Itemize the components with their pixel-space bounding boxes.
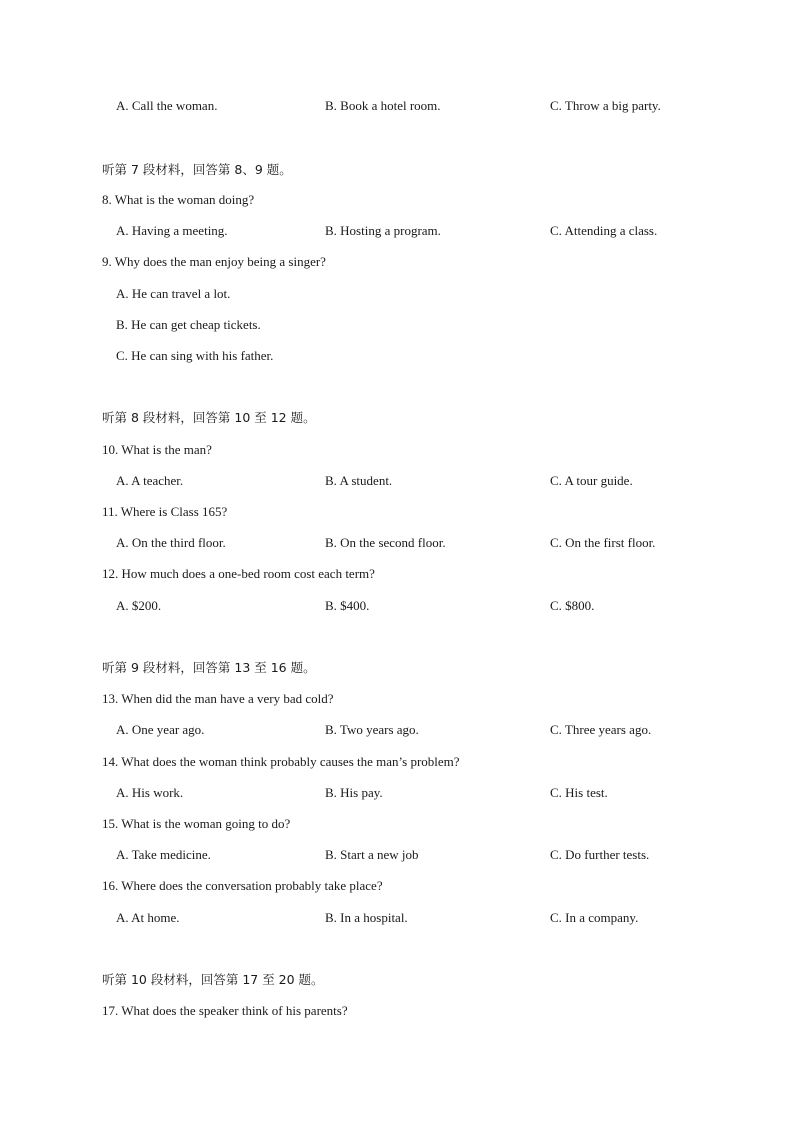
q9-option-b: B. He can get cheap tickets.: [116, 317, 261, 332]
q15-options: [0, 847, 794, 863]
q10-option-c: C. A tour guide.: [550, 473, 633, 488]
q16-option-c: C. In a company.: [550, 910, 639, 925]
q8-option-a: A. Having a meeting.: [116, 223, 228, 238]
q8-option-c: C. Attending a class.: [550, 223, 658, 238]
q10-option-b: B. A student.: [325, 473, 393, 488]
section-8-heading: 听第 8 段材料，回答第 10 至 12 题。: [102, 410, 316, 425]
q15-option-a: A. Take medicine.: [116, 847, 211, 862]
q11-options: [0, 535, 794, 551]
q11-option-b: B. On the second floor.: [325, 535, 446, 550]
q8-options: [0, 223, 794, 239]
section-9-heading: 听第 9 段材料，回答第 13 至 16 题。: [102, 660, 316, 675]
q14-option-a: A. His work.: [116, 785, 184, 800]
q10-option-a: A. A teacher.: [116, 473, 184, 488]
q16-option-b: B. In a hospital.: [325, 910, 408, 925]
q13-options: [0, 722, 794, 738]
q7-option-a: A. Call the woman.: [116, 98, 218, 113]
q12-option-a: A. $200.: [116, 598, 162, 613]
q13-option-a: A. One year ago.: [116, 722, 205, 737]
q11-option-a: A. On the third floor.: [116, 535, 226, 550]
q15-question: 15. What is the woman going to do?: [102, 816, 291, 831]
q14-question: 14. What does the woman think probably causes the man’s problem?: [102, 754, 460, 769]
q10-question: 10. What is the man?: [102, 442, 212, 457]
q7-options: [0, 98, 794, 114]
q14-options: [0, 785, 794, 801]
q16-options: [0, 910, 794, 926]
q13-option-b: B. Two years ago.: [325, 722, 419, 737]
q8-option-b: B. Hosting a program.: [325, 223, 441, 238]
q14-option-c: C. His test.: [550, 785, 608, 800]
q16-option-a: A. At home.: [116, 910, 180, 925]
q14-option-b: B. His pay.: [325, 785, 383, 800]
section-7-heading: 听第 7 段材料，回答第 8、9 题。: [102, 162, 292, 177]
q15-option-b: B. Start a new job: [325, 847, 419, 862]
q13-option-c: C. Three years ago.: [550, 722, 652, 737]
q7-option-c: C. Throw a big party.: [550, 98, 661, 113]
q12-option-c: C. $800.: [550, 598, 595, 613]
q9-option-c: C. He can sing with his father.: [116, 348, 274, 363]
q9-option-a: A. He can travel a lot.: [116, 286, 231, 301]
q7-option-b: B. Book a hotel room.: [325, 98, 441, 113]
q12-option-b: B. $400.: [325, 598, 370, 613]
section-10-heading: 听第 10 段材料，回答第 17 至 20 题。: [102, 972, 324, 987]
q9-question: 9. Why does the man enjoy being a singer?: [102, 254, 326, 269]
q13-question: 13. When did the man have a very bad cold?: [102, 691, 334, 706]
q16-question: 16. Where does the conversation probably take place?: [102, 878, 383, 893]
q10-options: [0, 473, 794, 489]
q15-option-c: C. Do further tests.: [550, 847, 650, 862]
q8-question: 8. What is the woman doing?: [102, 192, 255, 207]
q11-option-c: C. On the first floor.: [550, 535, 656, 550]
q17-question: 17. What does the speaker think of his parents?: [102, 1003, 348, 1018]
q12-options: [0, 598, 794, 614]
q12-question: 12. How much does a one-bed room cost each term?: [102, 566, 375, 581]
q11-question: 11. Where is Class 165?: [102, 504, 228, 519]
